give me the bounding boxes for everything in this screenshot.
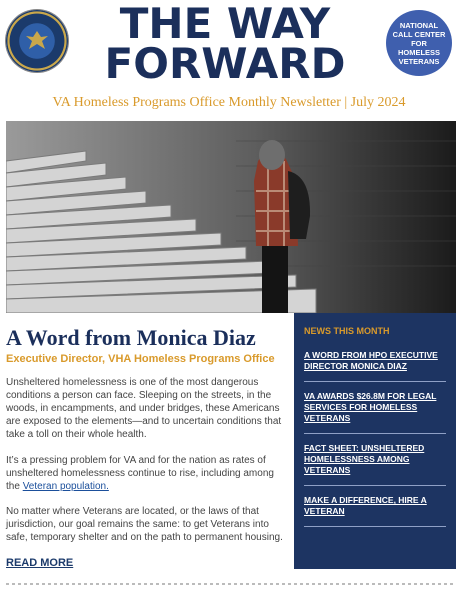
newsletter-title: [100, 0, 350, 88]
title-line-2: FORWARD: [104, 39, 346, 88]
article-paragraph-2: [6, 454, 288, 493]
call-center-badge[interactable]: [386, 10, 452, 76]
sidebar-item-monica-diaz[interactable]: A WORD FROM HPO EXECUTIVE DIRECTOR MONICA DIAZ: [304, 350, 446, 382]
news-sidebar: [294, 313, 456, 569]
veteran-population-link[interactable]: Veteran population.: [22, 481, 109, 492]
va-seal-logo: [6, 10, 68, 72]
stairs-person-illustration: [6, 121, 456, 313]
bottom-divider: [6, 583, 456, 585]
read-more-link[interactable]: READ MORE: [6, 557, 74, 569]
eagle-icon: [24, 28, 50, 54]
sidebar-item-legal-services[interactable]: VA AWARDS $26.8M FOR LEGAL SERVICES FOR HOMELESS VETERANS: [304, 391, 446, 434]
call-center-label: NATIONAL CALL CENTER FOR HOMELESS VETERANS: [392, 20, 446, 66]
newsletter-header: [0, 0, 458, 118]
sidebar-item-fact-sheet[interactable]: FACT SHEET: UNSHELTERED HOMELESSNESS AMONG VETERANS: [304, 443, 446, 486]
article-paragraph-1: Unsheltered homelessness is one of the most dangerous conditions a person can face. Sleeping on the streets, in the woods, in encampments, and under bridges, these Americans are exposed to the elements—and to uncertain conditions that take a toll on their whole health.: [6, 377, 282, 440]
article-subheading: Executive Director, VHA Homeless Programs Office: [6, 353, 275, 365]
hero-image: [6, 121, 456, 313]
title-line-1: THE WAY: [119, 0, 331, 48]
article-paragraph-3: No matter where Veterans are located, or the laws of that jurisdiction, our goal remains the same: to get Veterans into safe, temporary shelter and on the path to permanent housing.: [6, 506, 283, 543]
article-heading: A Word from Monica Diaz: [6, 325, 256, 350]
paragraph-2-text: It’s a pressing problem for VA and for the nation as rates of unsheltered homelessness continue to rise, including among the: [6, 455, 274, 492]
newsletter-subtitle: VA Homeless Programs Office Monthly Newsletter | July 2024: [52, 95, 406, 110]
sidebar-title: NEWS THIS MONTH: [304, 326, 390, 336]
sidebar-item-hire-veteran[interactable]: MAKE A DIFFERENCE, HIRE A VETERAN: [304, 495, 446, 527]
